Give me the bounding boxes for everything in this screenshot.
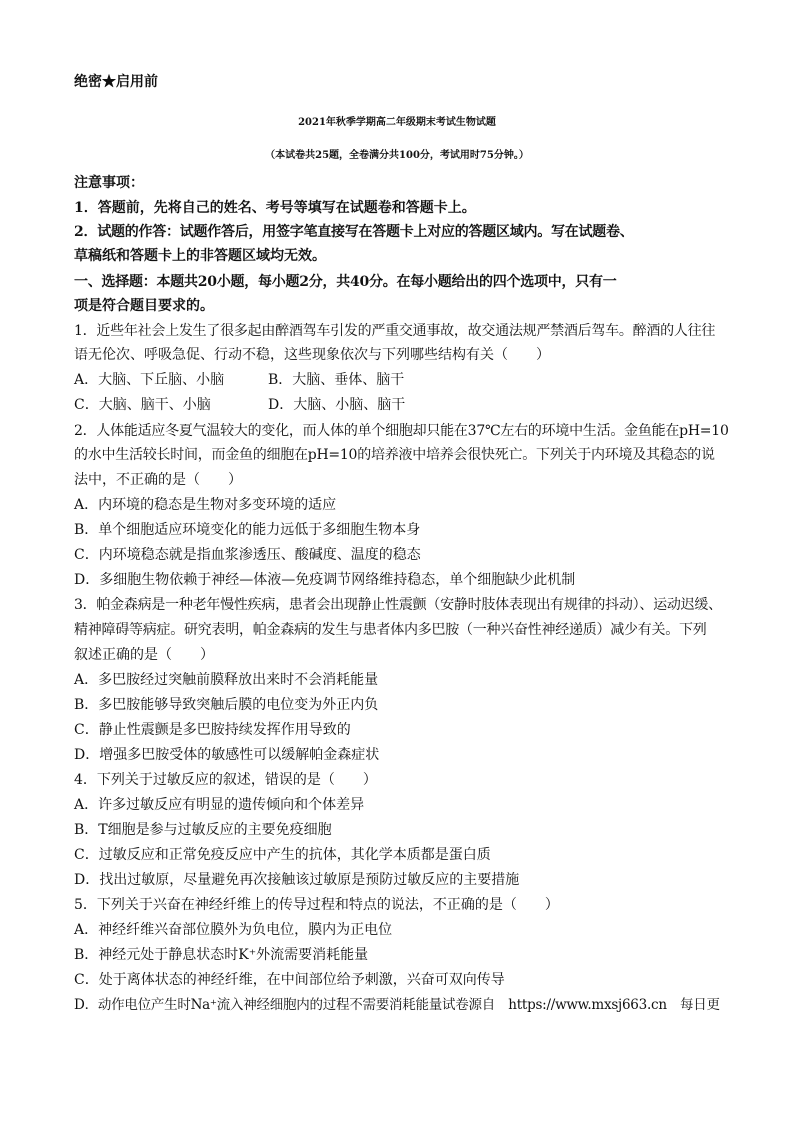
q5-option-d: D．动作电位产生时Na⁺流入神经细胞内的过程不需要消耗能量试卷源自 https://www.mxsj663.cn 每日更 bbox=[74, 997, 720, 1013]
q2-stem-line-3: 法中，不正确的是（ ） bbox=[74, 472, 242, 488]
q5-option-c: C．处于离体状态的神经纤维，在中间部位给予刺激，兴奋可双向传导 bbox=[74, 972, 505, 988]
q4-option-c: C．过敏反应和正常免疫反应中产生的抗体，其化学本质都是蛋白质 bbox=[74, 847, 491, 863]
q2-option-d: D．多细胞生物依赖于神经—体液—免疫调节网络维持稳态，单个细胞缺少此机制 bbox=[74, 572, 576, 588]
q1-stem-line-1: 1．近些年社会上发生了很多起由醉酒驾车引发的严重交通事故，故交通法规严禁酒后驾车。醉酒的人往往 bbox=[74, 323, 716, 339]
q3-option-a: A．多巴胺经过突触前膜释放出来时不会消耗能量 bbox=[74, 672, 379, 688]
q5-stem: 5．下列关于兴奋在神经纤维上的传导过程和特点的说法，不正确的是（ ） bbox=[74, 897, 559, 913]
q3-stem-line-3: 叙述正确的是（ ） bbox=[74, 647, 214, 663]
exam-subtitle: （本试卷共25题，全卷满分共100分，考试用时75分钟。） bbox=[265, 150, 529, 161]
confidential-label: 绝密★启用前 bbox=[74, 74, 158, 90]
q4-stem: 4．下列关于过敏反应的叙述，错误的是（ ） bbox=[74, 772, 377, 788]
q2-option-b: B．单个细胞适应环境变化的能力远低于多细胞生物本身 bbox=[74, 522, 421, 538]
q5-option-b: B．神经元处于静息状态时K⁺外流需要消耗能量 bbox=[74, 947, 369, 963]
q4-option-a: A．许多过敏反应有明显的遗传倾向和个体差异 bbox=[74, 797, 365, 813]
q5-option-a: A．神经纤维兴奋部位膜外为负电位，膜内为正电位 bbox=[74, 922, 393, 938]
section-heading: 一、选择题：本题共20小题，每小题2分，共40分。在每小题给出的四个选项中，只有一 bbox=[74, 274, 617, 290]
q1-option-d: D．大脑、小脑、脑干 bbox=[268, 397, 406, 413]
q3-stem-line-2: 精神障碍等病症。研究表明，帕金森病的发生与患者体内多巴胺（一种兴奋性神经递质）减少有关。下列 bbox=[74, 622, 707, 638]
q1-option-b: B．大脑、垂体、脑干 bbox=[268, 372, 405, 388]
q4-option-d: D．找出过敏原，尽量避免再次接触该过敏原是预防过敏反应的主要措施 bbox=[74, 872, 520, 888]
q3-option-b: B．多巴胺能够导致突触后膜的电位变为外正内负 bbox=[74, 697, 379, 713]
q3-option-d: D．增强多巴胺受体的敏感性可以缓解帕金森症状 bbox=[74, 747, 380, 763]
note-item-1: 1．答题前，先将自己的姓名、考号等填写在试题卷和答题卡上。 bbox=[74, 200, 476, 216]
q2-stem-line-2: 的水中生活较长时间，而金鱼的细胞在pH=10的培养液中培养会很快死亡。下列关于内环境及其稳态的说 bbox=[74, 447, 715, 463]
q2-stem-line-1: 2．人体能适应冬夏气温较大的变化，而人体的单个细胞却只能在37℃左右的环境中生活。金鱼能在pH=10 bbox=[74, 423, 729, 439]
q1-option-a: A．大脑、下丘脑、小脑 bbox=[74, 372, 225, 388]
notes-heading: 注意事项： bbox=[74, 175, 144, 191]
q2-option-c: C．内环境稳态就是指血浆渗透压、酸碱度、温度的稳态 bbox=[74, 547, 421, 563]
q3-option-c: C．静止性震颤是多巴胺持续发挥作用导致的 bbox=[74, 722, 351, 738]
exam-title: 2021年秋季学期高二年级期末考试生物试题 bbox=[298, 117, 496, 128]
q4-option-b: B．T细胞是参与过敏反应的主要免疫细胞 bbox=[74, 822, 332, 838]
section-heading-cont: 项是符合题目要求的。 bbox=[74, 298, 214, 314]
q2-option-a: A．内环境的稳态是生物对多变环境的适应 bbox=[74, 497, 337, 513]
q1-option-c: C．大脑、脑干、小脑 bbox=[74, 397, 211, 413]
note-item-2: 2．试题的作答：试题作答后，用签字笔直接写在答题卡上对应的答题区域内。写在试题卷、 bbox=[74, 224, 634, 240]
q3-stem-line-1: 3．帕金森病是一种老年慢性疾病，患者会出现静止性震颤（安静时肢体表现出有规律的抖动）、运动迟缓、 bbox=[74, 597, 722, 613]
note-item-2-cont: 草稿纸和答题卡上的非答题区域均无效。 bbox=[74, 248, 326, 264]
q1-stem-line-2: 语无伦次、呼吸急促、行动不稳，这些现象依次与下列哪些结构有关（ ） bbox=[74, 347, 550, 363]
